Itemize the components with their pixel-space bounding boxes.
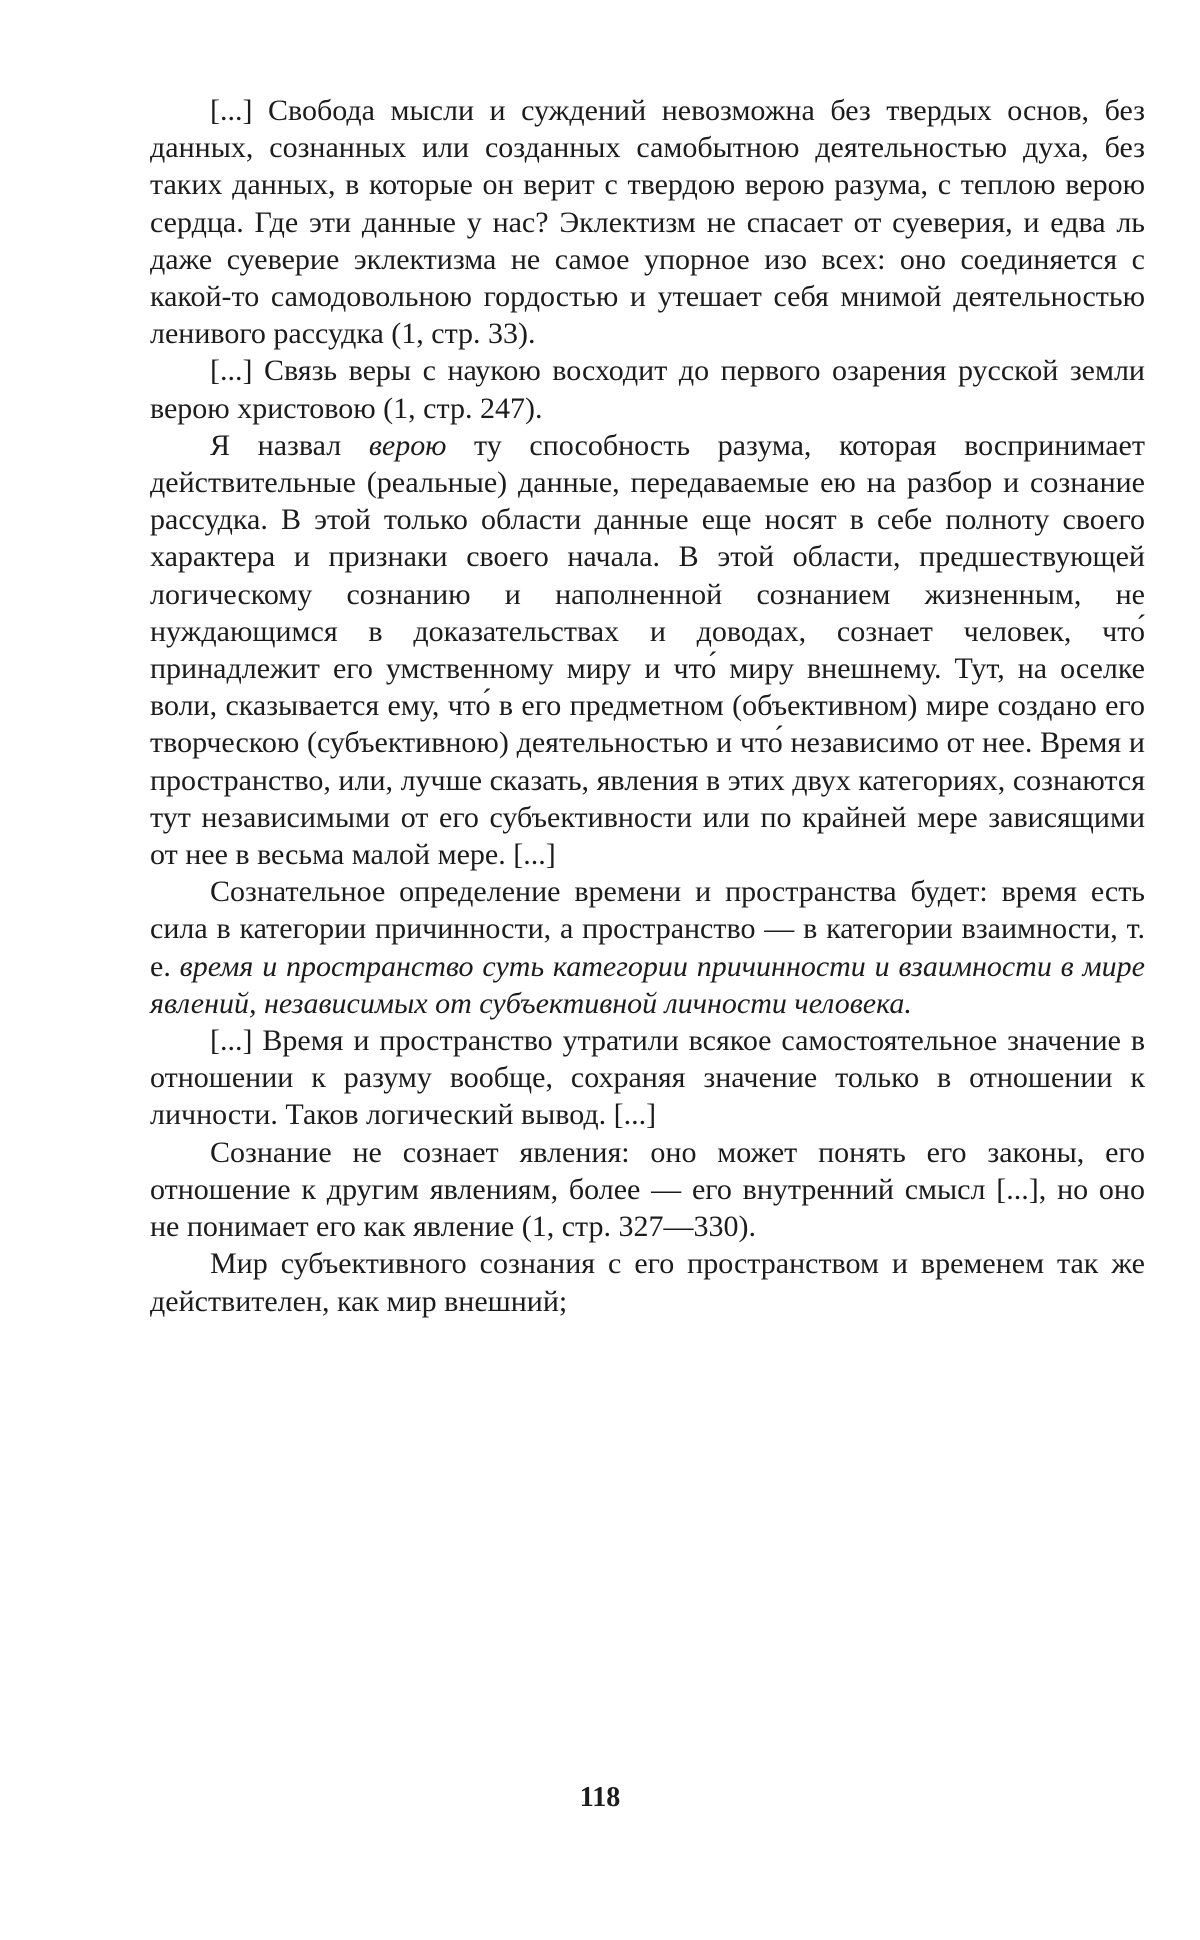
paragraph-4-italic-definition: время и пространство суть категории причинности и взаимности в мире явлений, независимых от субъективной личности человека. bbox=[150, 949, 1145, 1020]
paragraph-4-text: Сознательное определение времени и пространства будет: время есть сила в категории причинности, а пространство — в категории взаимности, т. е. bbox=[150, 875, 1145, 983]
page-number: 118 bbox=[579, 1782, 621, 1813]
paragraph-4 bbox=[150, 873, 1145, 1022]
paragraph-6 bbox=[150, 1134, 1145, 1246]
paragraph-7 bbox=[150, 1245, 1145, 1319]
paragraph-1-text: [...] Свобода мысли и суждений невозможна без твердых основ, без данных, сознанных или созданных самобытною деятельностью духа, без таких данных, в которые он верит с твердою верою разума, с теплою верою сердца. Где эти данные у нас? Эклектизм не спасает от суеверия, и едва ль даже суеверие эклектизма не самое упорное изо всех: оно соединяется с какой-то самодовольною гордостью и утешает себя мнимой деятельностью ленивого рассудка (1, стр. 33). bbox=[150, 94, 1145, 351]
paragraph-3-text-b: ту способность разума, которая воспринимает действительные (реальные) данные, передаваемые ею на разбор и сознание рассудка. В этой только области данные еще носят в себе полноту своего характера и признаки своего начала. В этой области, предшествующей логическому сознанию и наполненной сознанием жизненным, не нуждающимся в доказательствах и доводах, сознает человек, что́ принадлежит его умственному миру и что́ миру внешнему. Тут, на оселке воли, сказывается ему, что́ в его предметном (объективном) мире создано его творческою (субъективною) деятельностью и что́ независимо от нее. Время и пространство, или, лучше сказать, явления в этих двух категориях, сознаются тут независимыми от его субъективности или по крайней мере зависящими от нее в весьма малой мере. [...] bbox=[150, 428, 1145, 872]
paragraph-3-text-a: Я назвал bbox=[210, 428, 369, 462]
paragraph-3-italic-term: верою bbox=[368, 428, 447, 462]
paragraph-6-text: Сознание не сознает явления: оно может понять его законы, его отношение к другим явлениям, более — его внутренний смысл [...], но оно не понимает его как явление (1, стр. 327—330). bbox=[150, 1135, 1145, 1244]
paragraph-7-text: Мир субъективного сознания с его пространством и временем так же действителен, как мир внешний; bbox=[150, 1247, 1145, 1318]
paragraph-5 bbox=[150, 1022, 1145, 1134]
paragraph-3 bbox=[150, 427, 1145, 873]
paragraph-2-text: [...] Связь веры с наукою восходит до первого озарения русской земли верою христовою (1, стр. 247). bbox=[150, 354, 1145, 425]
paragraph-1 bbox=[150, 92, 1145, 352]
paragraph-5-text: [...] Время и пространство утратили всякое самостоятельное значение в отношении к разуму вообще, сохраняя значение только в отношении к личности. Таков логический вывод. [...] bbox=[150, 1024, 1145, 1132]
page-body bbox=[150, 92, 1145, 1320]
paragraph-2 bbox=[150, 352, 1145, 426]
